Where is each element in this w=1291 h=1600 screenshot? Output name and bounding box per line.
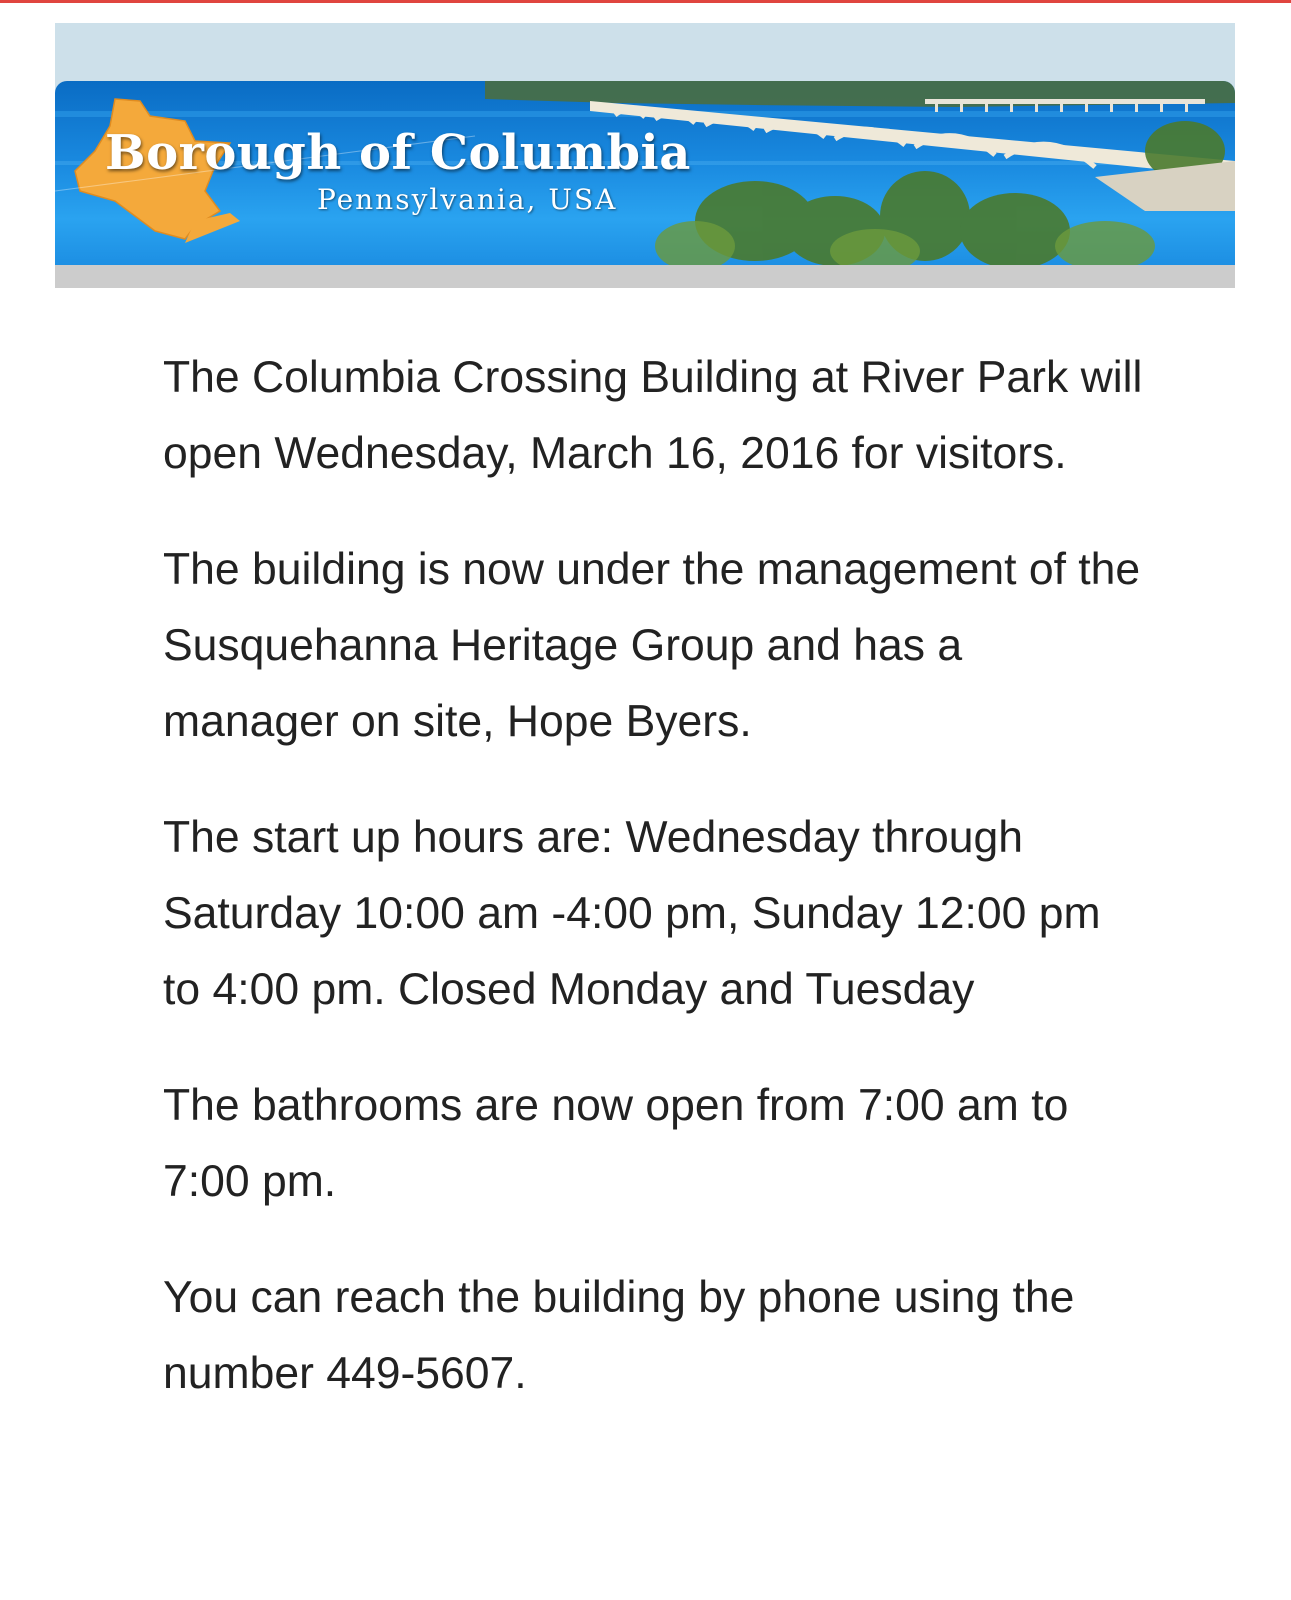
article-body (163, 340, 1143, 1452)
banner-image (55, 81, 1235, 265)
top-accent-bar (0, 0, 1291, 3)
paragraph-management: The building is now under the management of the Susquehanna Heritage Group and has a manager on site, Hope Byers. (163, 545, 1141, 746)
paragraph-hours: The start up hours are: Wednesday through Saturday 10:00 am -4:00 pm, Sunday 12:00 pm to 4:00 pm. Closed Monday and Tuesday (163, 813, 1101, 1014)
paragraph-bathrooms: The bathrooms are now open from 7:00 am to 7:00 pm. (163, 1081, 1069, 1206)
banner-footer-bar (55, 265, 1235, 288)
paragraph-phone: You can reach the building by phone using the number 449-5607. (163, 1273, 1075, 1398)
paragraph-opening: The Columbia Crossing Building at River Park will open Wednesday, March 16, 2016 for visitors. (163, 353, 1143, 478)
site-banner[interactable] (55, 23, 1235, 288)
banner-title: Borough of Columbia (105, 125, 691, 181)
banner-subtitle: Pennsylvania, USA (317, 183, 618, 216)
